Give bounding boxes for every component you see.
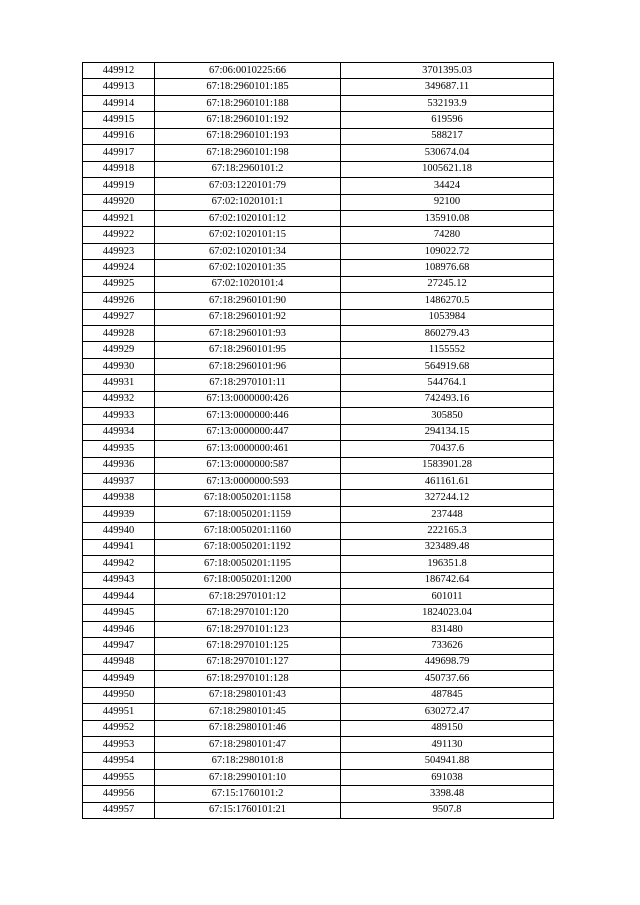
row-number-cell: 449924 [83,260,155,276]
cadastral-number-cell: 67:18:2990101:10 [155,769,341,785]
row-number-cell: 449921 [83,210,155,226]
cadastral-number-cell: 67:18:2980101:8 [155,753,341,769]
value-cell: 1824023.04 [341,605,554,621]
value-cell: 450737.66 [341,671,554,687]
row-number-cell: 449923 [83,243,155,259]
table-row [83,326,554,342]
row-number-cell: 449950 [83,687,155,703]
cadastral-number-cell: 67:18:2970101:11 [155,375,341,391]
row-number-cell: 449957 [83,802,155,818]
value-cell: 564919.68 [341,358,554,374]
value-cell: 691038 [341,769,554,785]
table-row [83,736,554,752]
value-cell: 1155552 [341,342,554,358]
cadastral-number-cell: 67:02:1020101:4 [155,276,341,292]
value-cell: 196351.8 [341,556,554,572]
table-row [83,605,554,621]
value-cell: 588217 [341,128,554,144]
table-row [83,293,554,309]
value-cell: 860279.43 [341,326,554,342]
value-cell: 74280 [341,227,554,243]
cadastral-number-cell: 67:18:0050201:1158 [155,490,341,506]
table-row [83,589,554,605]
row-number-cell: 449954 [83,753,155,769]
value-cell: 1486270.5 [341,293,554,309]
table-row [83,753,554,769]
cadastral-number-cell: 67:18:2960101:185 [155,79,341,95]
value-cell: 491130 [341,736,554,752]
cadastral-number-cell: 67:18:0050201:1160 [155,523,341,539]
cadastral-number-cell: 67:18:2970101:120 [155,605,341,621]
row-number-cell: 449934 [83,424,155,440]
row-number-cell: 449927 [83,309,155,325]
row-number-cell: 449955 [83,769,155,785]
cadastral-number-cell: 67:18:2980101:43 [155,687,341,703]
value-cell: 349687.11 [341,79,554,95]
table-row [83,161,554,177]
cadastral-number-cell: 67:18:2960101:95 [155,342,341,358]
cadastral-number-cell: 67:06:0010225:66 [155,63,341,79]
value-cell: 733626 [341,638,554,654]
table-row [83,441,554,457]
cadastral-number-cell: 67:13:0000000:447 [155,424,341,440]
value-cell: 504941.88 [341,753,554,769]
cadastral-number-cell: 67:18:0050201:1195 [155,556,341,572]
row-number-cell: 449919 [83,178,155,194]
table-row [83,210,554,226]
cadastral-number-cell: 67:18:2970101:12 [155,589,341,605]
cadastral-number-cell: 67:02:1020101:15 [155,227,341,243]
row-number-cell: 449951 [83,704,155,720]
cadastral-number-cell: 67:18:2960101:198 [155,145,341,161]
table-row [83,342,554,358]
row-number-cell: 449939 [83,506,155,522]
cadastral-number-cell: 67:03:1220101:79 [155,178,341,194]
row-number-cell: 449952 [83,720,155,736]
table-row [83,145,554,161]
table-row [83,63,554,79]
table-row [83,523,554,539]
cadastral-number-cell: 67:18:2960101:96 [155,358,341,374]
cadastral-number-cell: 67:18:2970101:127 [155,654,341,670]
cadastral-number-cell: 67:13:0000000:461 [155,441,341,457]
table-row [83,457,554,473]
cadastral-number-cell: 67:02:1020101:12 [155,210,341,226]
row-number-cell: 449942 [83,556,155,572]
table-row [83,178,554,194]
table-row [83,720,554,736]
value-cell: 109022.72 [341,243,554,259]
table-row [83,309,554,325]
row-number-cell: 449928 [83,326,155,342]
cadastral-number-cell: 67:18:0050201:1192 [155,539,341,555]
table-row [83,243,554,259]
value-cell: 135910.08 [341,210,554,226]
value-cell: 544764.1 [341,375,554,391]
row-number-cell: 449947 [83,638,155,654]
cadastral-number-cell: 67:13:0000000:446 [155,408,341,424]
table-row [83,79,554,95]
value-cell: 530674.04 [341,145,554,161]
cadastral-number-cell: 67:18:2980101:46 [155,720,341,736]
table-row [83,391,554,407]
table-row [83,802,554,818]
table-row [83,506,554,522]
cadastral-number-cell: 67:18:2980101:45 [155,704,341,720]
table-row [83,638,554,654]
table-row [83,786,554,802]
cadastral-number-cell: 67:18:2960101:90 [155,293,341,309]
table-row [83,539,554,555]
cadastral-number-cell: 67:18:2960101:92 [155,309,341,325]
value-cell: 1005621.18 [341,161,554,177]
value-cell: 3701395.03 [341,63,554,79]
cadastral-number-cell: 67:18:2960101:2 [155,161,341,177]
cadastral-number-cell: 67:18:0050201:1200 [155,572,341,588]
table-row [83,704,554,720]
value-cell: 1053984 [341,309,554,325]
cadastral-number-cell: 67:15:1760101:21 [155,802,341,818]
cadastral-number-cell: 67:18:2960101:188 [155,95,341,111]
cadastral-number-cell: 67:18:0050201:1159 [155,506,341,522]
value-cell: 742493.16 [341,391,554,407]
cadastral-number-cell: 67:18:2980101:47 [155,736,341,752]
row-number-cell: 449916 [83,128,155,144]
row-number-cell: 449944 [83,589,155,605]
value-cell: 3398.48 [341,786,554,802]
row-number-cell: 449914 [83,95,155,111]
value-cell: 9507.8 [341,802,554,818]
row-number-cell: 449912 [83,63,155,79]
row-number-cell: 449915 [83,112,155,128]
table-row [83,194,554,210]
row-number-cell: 449941 [83,539,155,555]
value-cell: 489150 [341,720,554,736]
cadastral-number-cell: 67:18:2970101:123 [155,621,341,637]
row-number-cell: 449949 [83,671,155,687]
row-number-cell: 449920 [83,194,155,210]
value-cell: 323489.48 [341,539,554,555]
row-number-cell: 449917 [83,145,155,161]
value-cell: 27245.12 [341,276,554,292]
value-cell: 619596 [341,112,554,128]
row-number-cell: 449931 [83,375,155,391]
table-row [83,358,554,374]
cadastral-number-cell: 67:18:2970101:128 [155,671,341,687]
value-cell: 831480 [341,621,554,637]
value-cell: 222165.3 [341,523,554,539]
table-row [83,621,554,637]
cadastral-number-cell: 67:18:2960101:93 [155,326,341,342]
value-cell: 461161.61 [341,473,554,489]
row-number-cell: 449925 [83,276,155,292]
table-row [83,769,554,785]
cadastral-value-table [82,62,554,819]
cadastral-number-cell: 67:18:2960101:193 [155,128,341,144]
cadastral-number-cell: 67:13:0000000:426 [155,391,341,407]
cadastral-number-cell: 67:13:0000000:593 [155,473,341,489]
value-cell: 532193.9 [341,95,554,111]
cadastral-number-cell: 67:13:0000000:587 [155,457,341,473]
cadastral-number-cell: 67:02:1020101:34 [155,243,341,259]
value-cell: 294134.15 [341,424,554,440]
value-cell: 108976.68 [341,260,554,276]
value-cell: 487845 [341,687,554,703]
row-number-cell: 449932 [83,391,155,407]
row-number-cell: 449937 [83,473,155,489]
value-cell: 237448 [341,506,554,522]
value-cell: 305850 [341,408,554,424]
table-row [83,671,554,687]
row-number-cell: 449929 [83,342,155,358]
row-number-cell: 449918 [83,161,155,177]
value-cell: 1583901.28 [341,457,554,473]
cadastral-number-cell: 67:02:1020101:35 [155,260,341,276]
table-row [83,654,554,670]
row-number-cell: 449926 [83,293,155,309]
row-number-cell: 449913 [83,79,155,95]
table-row [83,95,554,111]
value-cell: 630272.47 [341,704,554,720]
table-row [83,572,554,588]
table-row [83,375,554,391]
row-number-cell: 449956 [83,786,155,802]
row-number-cell: 449946 [83,621,155,637]
table-row [83,128,554,144]
cadastral-number-cell: 67:18:2970101:125 [155,638,341,654]
row-number-cell: 449945 [83,605,155,621]
table-body [83,63,554,819]
table-row [83,276,554,292]
table-row [83,424,554,440]
value-cell: 327244.12 [341,490,554,506]
table-row [83,687,554,703]
row-number-cell: 449935 [83,441,155,457]
table-row [83,473,554,489]
cadastral-number-cell: 67:15:1760101:2 [155,786,341,802]
table-row [83,556,554,572]
row-number-cell: 449943 [83,572,155,588]
value-cell: 92100 [341,194,554,210]
cadastral-number-cell: 67:18:2960101:192 [155,112,341,128]
value-cell: 34424 [341,178,554,194]
value-cell: 601011 [341,589,554,605]
table-row [83,112,554,128]
row-number-cell: 449936 [83,457,155,473]
cadastral-number-cell: 67:02:1020101:1 [155,194,341,210]
row-number-cell: 449940 [83,523,155,539]
table-row [83,227,554,243]
table-row [83,490,554,506]
row-number-cell: 449953 [83,736,155,752]
value-cell: 449698.79 [341,654,554,670]
row-number-cell: 449938 [83,490,155,506]
table-row [83,408,554,424]
value-cell: 186742.64 [341,572,554,588]
row-number-cell: 449948 [83,654,155,670]
table-row [83,260,554,276]
row-number-cell: 449930 [83,358,155,374]
row-number-cell: 449922 [83,227,155,243]
row-number-cell: 449933 [83,408,155,424]
value-cell: 70437.6 [341,441,554,457]
